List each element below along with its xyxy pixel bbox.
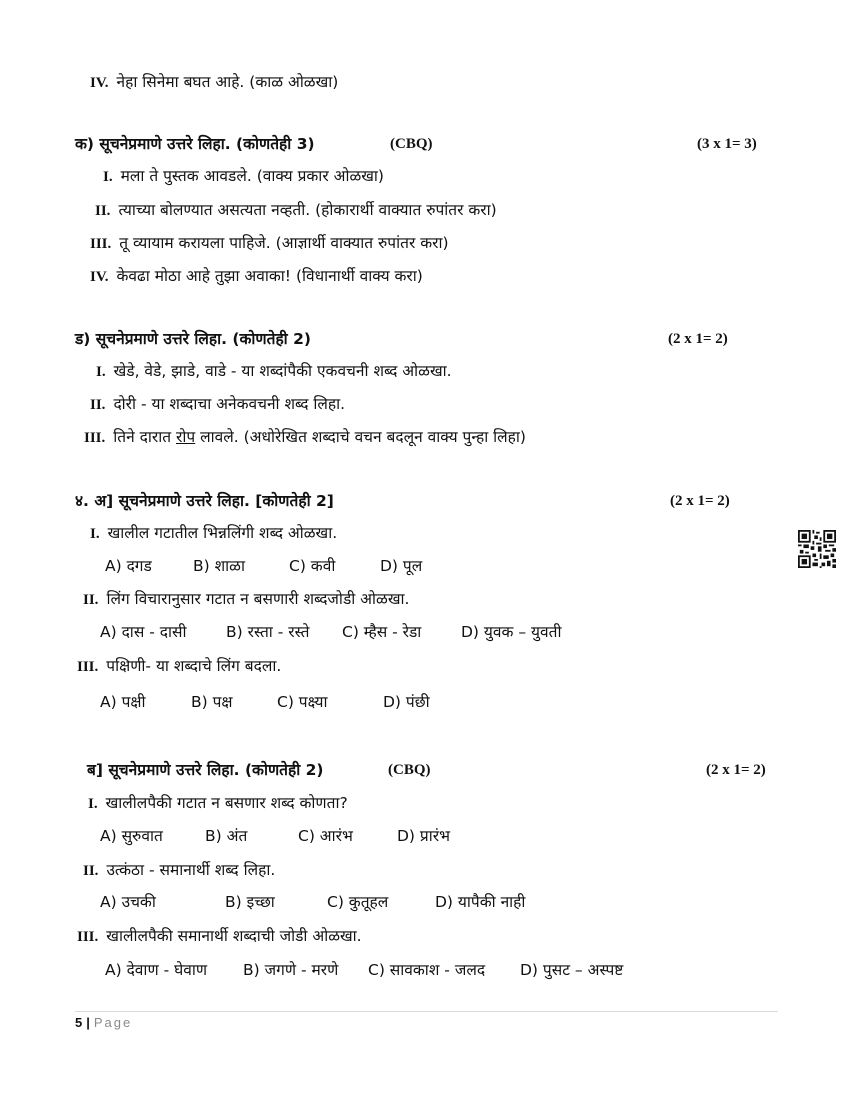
option-a: A) उचकी — [100, 893, 156, 911]
roman-numeral: I. — [90, 526, 100, 542]
section-k-marks: (3 x 1= 3) — [697, 136, 757, 152]
roman-numeral: IV. — [90, 75, 109, 91]
footer-divider — [75, 1011, 778, 1012]
question-text: लिंग विचारानुसार गटात न बसणारी शब्दजोडी ओळखा. — [106, 590, 410, 608]
option-b: B) इच्छा — [225, 893, 275, 911]
option-b: B) जगणे - मरणे — [243, 961, 339, 979]
option-b: B) रस्ता - रस्ते — [226, 623, 310, 641]
question-item — [88, 793, 348, 814]
section-b-heading: ब] सूचनेप्रमाणे उत्तरे लिहा. (कोणतेही 2) — [87, 761, 324, 779]
roman-numeral: II. — [83, 592, 99, 608]
question-item — [90, 266, 423, 287]
section-b-tag: (CBQ) — [388, 762, 431, 778]
section-4a-marks: (2 x 1= 2) — [670, 493, 730, 509]
roman-numeral: I. — [96, 364, 106, 380]
option-d: D) पंछी — [383, 693, 430, 711]
question-text-after: लावले. (अधोरेखित शब्दाचे वचन बदलून वाक्य पुन्हा लिहा) — [195, 428, 526, 446]
question-text: खेडे, वेडे, झाडे, वाडे - या शब्दांपैकी एकवचनी शब्द ओळखा. — [113, 362, 452, 380]
option-b: B) अंत — [205, 827, 248, 845]
question-item — [77, 926, 362, 947]
qr-code-icon — [798, 530, 836, 568]
question-item — [90, 394, 345, 415]
option-d: D) पुसट – अस्पष्ट — [520, 961, 624, 979]
section-b-marks: (2 x 1= 2) — [706, 762, 766, 778]
section-k-heading: क) सूचनेप्रमाणे उत्तरे लिहा. (कोणतेही 3) — [75, 135, 315, 153]
question-text: खालीलपैकी गटात न बसणार शब्द कोणता? — [105, 794, 348, 812]
question-item — [90, 72, 338, 93]
footer-separator: | — [86, 1015, 90, 1030]
roman-numeral: II. — [83, 863, 99, 879]
roman-numeral: I. — [103, 169, 113, 185]
option-c: C) म्हैस - रेडा — [342, 623, 422, 641]
question-item — [83, 589, 409, 610]
option-c: C) पक्ष्या — [277, 693, 328, 711]
question-text: खालील गटातील भिन्नलिंगी शब्द ओळखा. — [107, 524, 338, 542]
question-text-before: तिने दारात — [113, 428, 177, 446]
page-number: 5 — [75, 1015, 83, 1030]
roman-numeral: I. — [88, 796, 98, 812]
section-d-heading: ड) सूचनेप्रमाणे उत्तरे लिहा. (कोणतेही 2) — [75, 330, 311, 348]
roman-numeral: III. — [77, 659, 99, 675]
option-a: A) पक्षी — [100, 693, 146, 711]
question-text: केवढा मोठा आहे तुझा अवाका! (विधानार्थी वाक्य करा) — [116, 267, 423, 285]
option-b: B) पक्ष — [191, 693, 233, 711]
question-text: नेहा सिनेमा बघत आहे. (काळ ओळखा) — [116, 73, 339, 91]
option-d: D) प्रारंभ — [397, 827, 450, 845]
question-item — [96, 361, 452, 382]
question-item — [83, 860, 275, 881]
question-text: उत्कंठा - समानार्थी शब्द लिहा. — [106, 861, 276, 879]
option-c: C) सावकाश - जलद — [368, 961, 486, 979]
roman-numeral: II. — [90, 397, 106, 413]
question-item — [95, 200, 497, 221]
option-a: A) सुरुवात — [100, 827, 163, 845]
question-text: पक्षिणी- या शब्दाचे लिंग बदला. — [106, 657, 282, 675]
option-b: B) शाळा — [193, 557, 245, 575]
option-d: D) पूल — [380, 557, 423, 575]
option-c: C) कवी — [289, 557, 336, 575]
question-text: तू व्यायाम करायला पाहिजे. (आज्ञार्थी वाक्यात रुपांतर करा) — [119, 234, 449, 252]
option-a: A) देवाण - घेवाण — [105, 961, 208, 979]
question-item — [77, 656, 281, 677]
underlined-word: रोप — [176, 428, 196, 446]
question-item — [84, 427, 526, 448]
option-d: D) यापैकी नाही — [435, 893, 526, 911]
roman-numeral: III. — [84, 430, 106, 446]
section-k-tag: (CBQ) — [390, 136, 433, 152]
roman-numeral: IV. — [90, 269, 109, 285]
question-text: मला ते पुस्तक आवडले. (वाक्य प्रकार ओळखा) — [120, 167, 384, 185]
section-4a-heading: ४. अ] सूचनेप्रमाणे उत्तरे लिहा. [कोणतेही 2] — [75, 492, 334, 510]
option-c: C) कुतूहल — [327, 893, 389, 911]
question-text: दोरी - या शब्दाचा अनेकवचनी शब्द लिहा. — [113, 395, 346, 413]
page-footer — [75, 1014, 132, 1032]
roman-numeral: III. — [90, 236, 112, 252]
question-item — [90, 523, 337, 544]
option-a: A) दास - दासी — [100, 623, 187, 641]
roman-numeral: III. — [77, 929, 99, 945]
question-item — [90, 233, 449, 254]
question-text: खालीलपैकी समानार्थी शब्दाची जोडी ओळखा. — [106, 927, 362, 945]
roman-numeral: II. — [95, 203, 111, 219]
option-a: A) दगड — [105, 557, 152, 575]
question-item — [103, 166, 384, 187]
option-c: C) आरंभ — [298, 827, 353, 845]
question-text: त्याच्या बोलण्यात असत्यता नव्हती. (होकारार्थी वाक्यात रुपांतर करा) — [118, 201, 497, 219]
section-d-marks: (2 x 1= 2) — [668, 331, 728, 347]
page-label: Page — [93, 1015, 133, 1030]
option-d: D) युवक – युवती — [461, 623, 562, 641]
